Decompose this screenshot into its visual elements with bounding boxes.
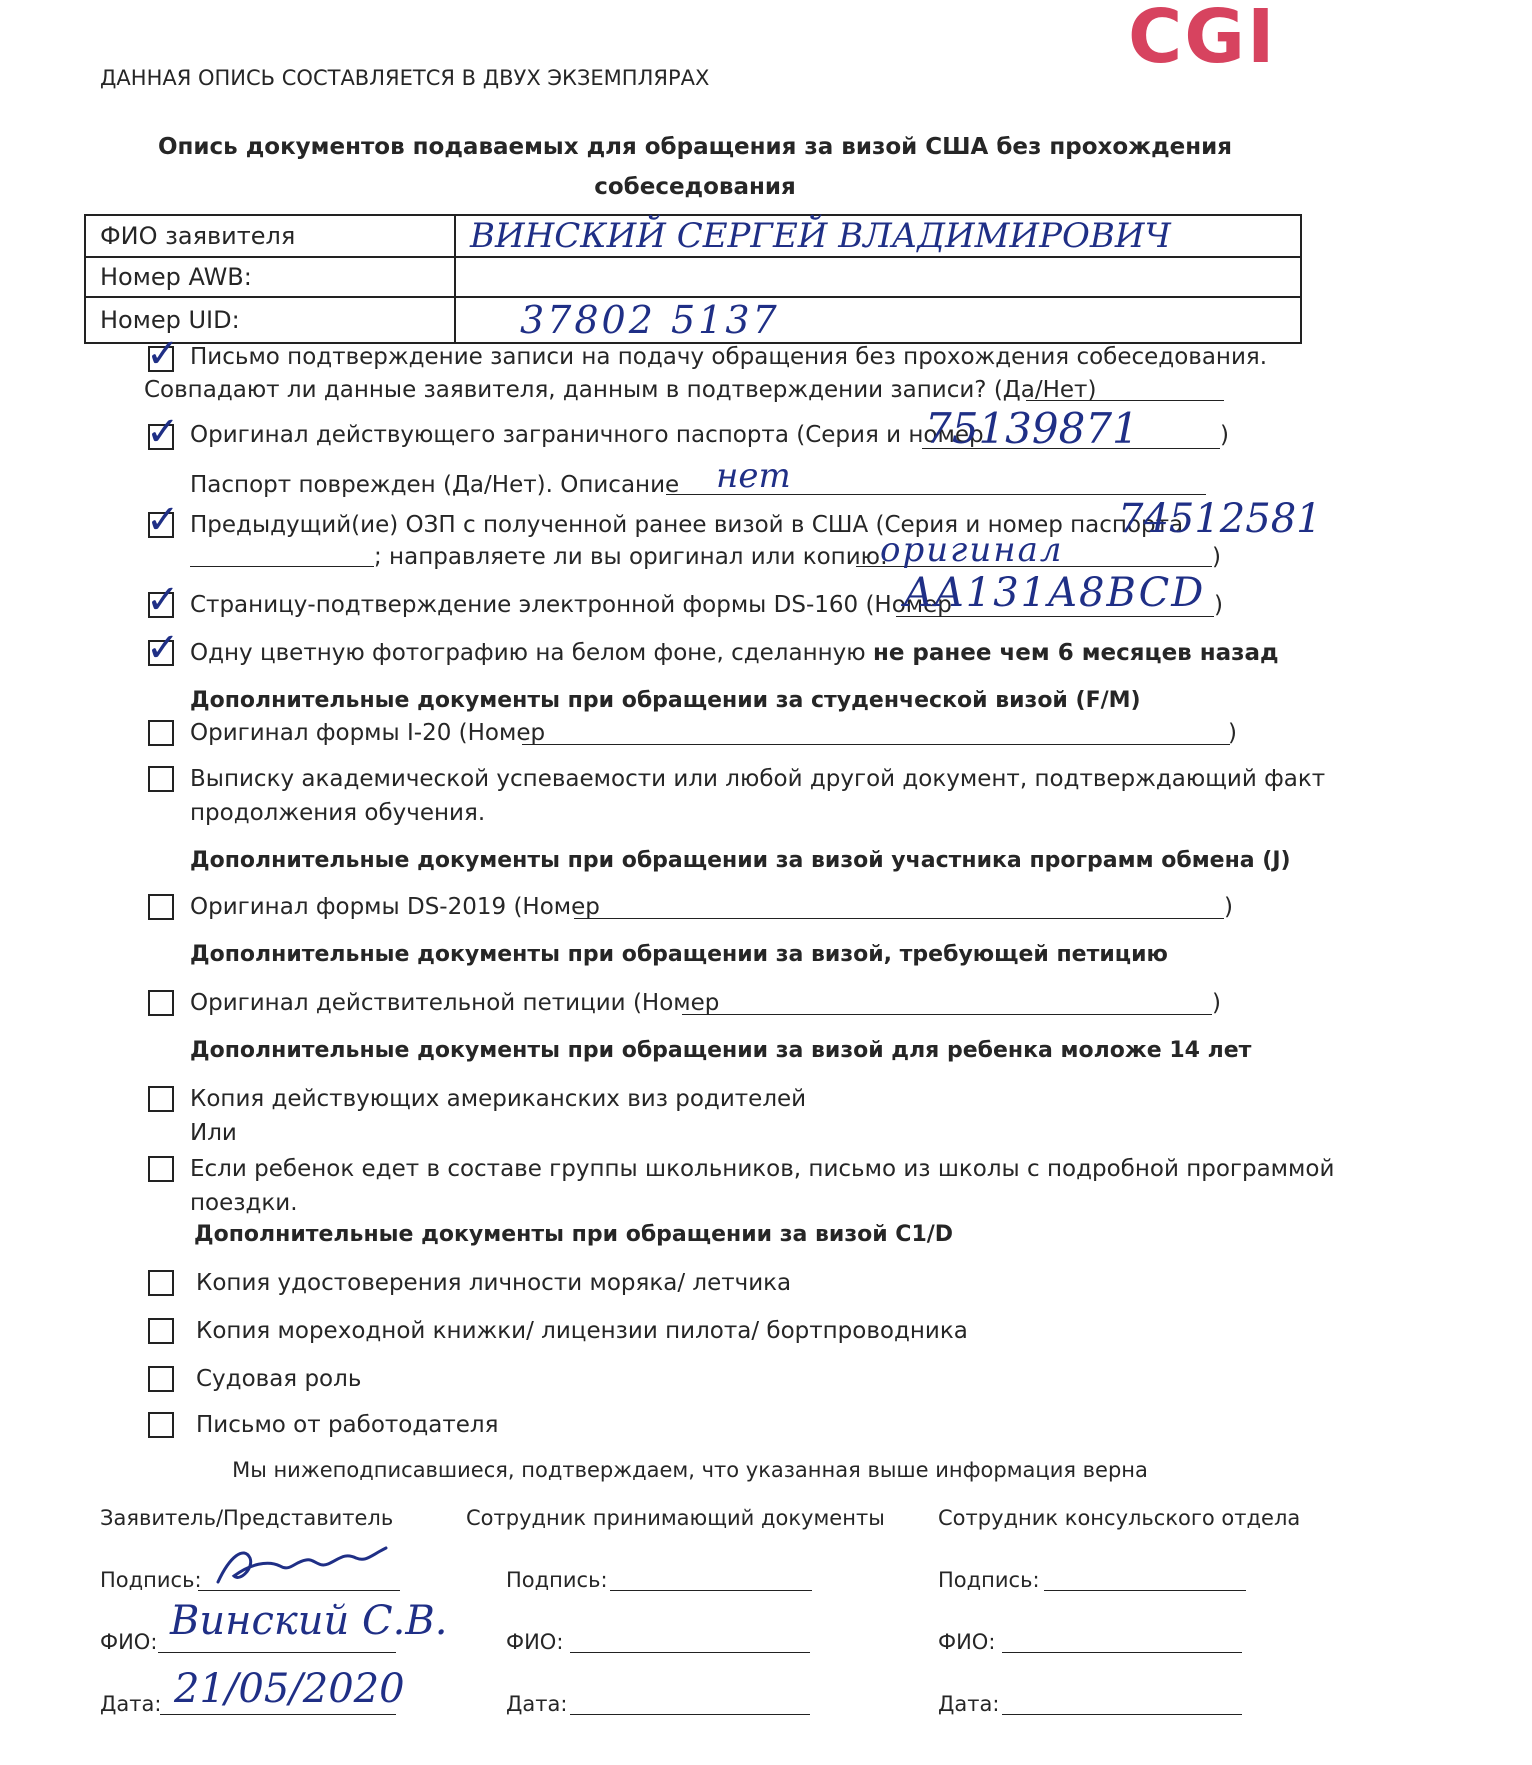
school-letter-checkbox[interactable] xyxy=(148,1156,174,1182)
applicant-name-field[interactable] xyxy=(455,215,1301,257)
receiver-sign-line[interactable] xyxy=(610,1590,812,1591)
petition-label: Оригинал действительной петиции (Номер xyxy=(190,990,720,1016)
applicant-date-handwritten: 21/05/2020 xyxy=(174,1666,405,1712)
receiver-name-label: ФИО: xyxy=(506,1630,564,1654)
consular-date-line[interactable] xyxy=(1002,1714,1242,1715)
employer-letter-label: Письмо от работодателя xyxy=(196,1412,499,1438)
consular-sign-line[interactable] xyxy=(1044,1590,1246,1591)
transcript-label-line-1: Выписку академической успеваемости или любой другой документ, подтверждающий факт xyxy=(190,766,1326,792)
receiver-date-line[interactable] xyxy=(570,1714,810,1715)
child-section-heading: Дополнительные документы при обращении за визой для ребенка моложе 14 лет xyxy=(190,1038,1252,1063)
checkmark-icon: ✓ xyxy=(146,331,180,377)
receiver-sign-label: Подпись: xyxy=(506,1568,608,1592)
passport-label: Оригинал действующего заграничного паспорта (Серия и номер xyxy=(190,422,984,448)
cgi-logo: CGI xyxy=(1128,0,1277,80)
photo-label-emphasis: не ранее чем 6 месяцев назад xyxy=(872,640,1279,666)
consular-sign-label: Подпись: xyxy=(938,1568,1040,1592)
checkmark-icon: ✓ xyxy=(146,409,180,455)
original-or-copy-value: оригинал xyxy=(880,530,1064,570)
consular-title: Сотрудник консульского отдела xyxy=(938,1506,1301,1530)
student-section-heading: Дополнительные документы при обращении за студенческой визой (F/M) xyxy=(190,688,1141,713)
applicant-name-label: ФИО: xyxy=(100,1630,158,1654)
passport-number-value: 75139871 xyxy=(925,404,1139,453)
petition-number-line[interactable] xyxy=(682,1014,1212,1015)
previous-passport-label: Предыдущий(ие) ОЗП с полученной ранее визой в США (Серия и номер паспорта xyxy=(190,512,1184,538)
petition-close-paren: ) xyxy=(1212,990,1221,1016)
ds160-checkbox[interactable] xyxy=(146,577,180,623)
awb-field[interactable] xyxy=(455,257,1301,297)
ds2019-label: Оригинал формы DS-2019 (Номер xyxy=(190,894,600,920)
ds160-number-value: AA131A8BCD xyxy=(904,570,1206,616)
previous-passport-close-paren: ) xyxy=(1212,544,1221,570)
checkmark-icon: ✓ xyxy=(146,625,180,671)
applicant-name-line[interactable] xyxy=(158,1652,396,1653)
parents-visa-checkbox[interactable] xyxy=(148,1086,174,1112)
ds160-close-paren: ) xyxy=(1214,592,1223,618)
transcript-label-line-2: продолжения обучения. xyxy=(190,800,486,826)
applicant-name-handwritten: Винский С.В. xyxy=(170,1598,448,1644)
uid-label: Номер UID: xyxy=(85,297,455,343)
applicant-sign-label: Подпись: xyxy=(100,1568,202,1592)
ds160-number-line[interactable] xyxy=(896,616,1214,617)
copies-notice: ДАННАЯ ОПИСЬ СОСТАВЛЯЕТСЯ В ДВУХ ЭКЗЕМПЛЯРАХ xyxy=(100,66,710,90)
photo-checkbox[interactable] xyxy=(146,625,180,671)
transcript-checkbox[interactable] xyxy=(148,766,174,792)
ds2019-number-line[interactable] xyxy=(574,918,1224,919)
awb-label: Номер AWB: xyxy=(85,257,455,297)
consular-name-label: ФИО: xyxy=(938,1630,996,1654)
parents-visa-label: Копия действующих американских виз родителей xyxy=(190,1086,807,1112)
seaman-id-label: Копия удостоверения личности моряка/ летчика xyxy=(196,1270,792,1296)
applicant-table xyxy=(84,214,1302,344)
appointment-match-answer-line[interactable] xyxy=(1026,400,1224,401)
previous-passport-number-line[interactable] xyxy=(190,566,374,567)
applicant-name-label: ФИО заявителя xyxy=(85,215,455,257)
previous-passport-number-value: 74512581 xyxy=(1118,496,1322,542)
seaman-id-checkbox[interactable] xyxy=(148,1270,174,1296)
crew-list-label: Судовая роль xyxy=(196,1366,362,1392)
title-line-2: собеседования xyxy=(594,174,796,200)
appointment-letter-checkbox[interactable] xyxy=(146,331,180,377)
school-letter-label-line-1: Если ребенок едет в составе группы школьников, письмо из школы с подробной программой xyxy=(190,1156,1335,1182)
petition-checkbox[interactable] xyxy=(148,990,174,1016)
employer-letter-checkbox[interactable] xyxy=(148,1412,174,1438)
receiver-name-line[interactable] xyxy=(570,1652,810,1653)
receiver-title: Сотрудник принимающий документы xyxy=(466,1506,885,1530)
i20-close-paren: ) xyxy=(1228,720,1237,746)
school-letter-label-line-2: поездки. xyxy=(190,1190,298,1216)
photo-label: Одну цветную фотографию на белом фоне, сделанную не ранее чем 6 месяцев назад xyxy=(190,640,1279,666)
passport-close-paren: ) xyxy=(1220,422,1229,448)
confirmation-text: Мы нижеподписавшиеся, подтверждаем, что указанная выше информация верна xyxy=(232,1458,1148,1482)
applicant-date-label: Дата: xyxy=(100,1692,162,1716)
consular-name-line[interactable] xyxy=(1002,1652,1242,1653)
passport-checkbox[interactable] xyxy=(146,409,180,455)
or-label: Или xyxy=(190,1120,237,1146)
table-row xyxy=(85,297,1301,343)
appointment-letter-label: Письмо подтверждение записи на подачу обращения без прохождения собеседования. xyxy=(190,344,1268,370)
passport-damage-label: Паспорт поврежден (Да/Нет). Описание xyxy=(190,472,680,498)
applicant-name-value: ВИНСКИЙ СЕРГЕЙ ВЛАДИМИРОВИЧ xyxy=(470,216,1171,256)
ds2019-checkbox[interactable] xyxy=(148,894,174,920)
ds2019-close-paren: ) xyxy=(1224,894,1233,920)
exchange-section-heading: Дополнительные документы при обращении за визой участника программ обмена (J) xyxy=(190,848,1291,873)
table-row xyxy=(85,215,1301,257)
ds160-label: Страницу-подтверждение электронной формы DS-160 (Номер xyxy=(190,592,952,618)
checkmark-icon: ✓ xyxy=(146,577,180,623)
seaman-book-checkbox[interactable] xyxy=(148,1318,174,1344)
appointment-match-question: Совпадают ли данные заявителя, данным в подтверждении записи? (Да/Нет) xyxy=(144,377,1097,403)
applicant-title: Заявитель/Представитель xyxy=(100,1506,394,1530)
previous-passport-checkbox[interactable] xyxy=(146,497,180,543)
i20-checkbox[interactable] xyxy=(148,720,174,746)
i20-label: Оригинал формы I-20 (Номер xyxy=(190,720,546,746)
receiver-date-label: Дата: xyxy=(506,1692,568,1716)
previous-passport-question: ; направляете ли вы оригинал или копию: xyxy=(374,544,888,570)
uid-value: 37802 5137 xyxy=(520,298,780,342)
page-title xyxy=(0,134,1390,200)
uid-field[interactable] xyxy=(455,297,1301,343)
i20-number-line[interactable] xyxy=(522,744,1230,745)
seaman-book-label: Копия мореходной книжки/ лицензии пилота/ бортпроводника xyxy=(196,1318,968,1344)
consular-date-label: Дата: xyxy=(938,1692,1000,1716)
applicant-signature xyxy=(210,1536,400,1592)
title-line-1: Опись документов подаваемых для обращения за визой США без прохождения xyxy=(157,134,1233,160)
petition-section-heading: Дополнительные документы при обращении за визой, требующей петицию xyxy=(190,942,1168,967)
applicant-date-line[interactable] xyxy=(160,1714,396,1715)
crew-section-heading: Дополнительные документы при обращении за визой C1/D xyxy=(194,1222,954,1247)
table-row xyxy=(85,257,1301,297)
passport-damage-value: нет xyxy=(716,456,791,496)
crew-list-checkbox[interactable] xyxy=(148,1366,174,1392)
checkmark-icon: ✓ xyxy=(146,497,180,543)
